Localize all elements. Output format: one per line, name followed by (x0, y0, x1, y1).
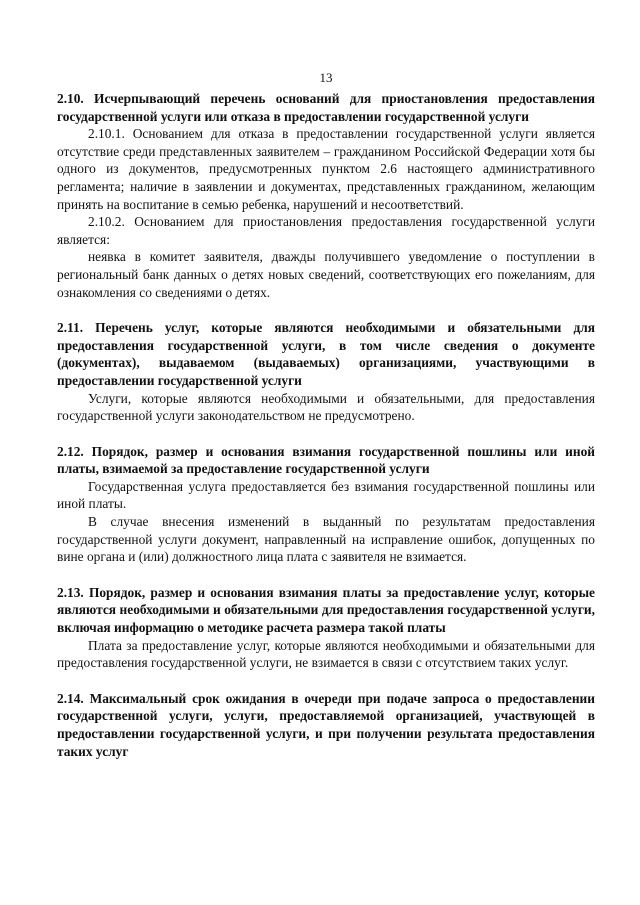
section-heading: 2.13. Порядок, размер и основания взимания платы за предоставление услуг, которые являются необходимыми и обязательными для предоставления государственной услуги, включая информацию о методике расчета размера такой платы (57, 584, 595, 636)
section-heading: 2.10. Исчерпывающий перечень оснований для приостановления предоставления государственной услуги или отказа в предоставлении государственной услуги (57, 91, 595, 124)
section-2-13 (57, 584, 595, 672)
document-page (57, 70, 595, 760)
section-spacer (57, 301, 595, 319)
section-heading: 2.11. Перечень услуг, которые являются необходимыми и обязательными для предоставления государственной услуги, в том числе сведения о документе (документах), выдаваемом (выдаваемых) организациями, участвующими в предоставлении государственной услуги (57, 320, 595, 388)
paragraph: 2.10.1. Основанием для отказа в предоставлении государственной услуги является отсутствие среди представленных заявителем – гражданином Российской Федерации хотя бы одного из документов, предусмотренных пунктом 2.6 настоящего административного регламента; наличие в заявлении и документах, представленных гражданином, желающим принять на воспитание в семью ребенка, нарушений и несоответствий. (57, 126, 595, 212)
paragraph: Услуги, которые являются необходимыми и обязательными, для предоставления государственной услуги законодательством не предусмотрено. (57, 390, 595, 424)
paragraph: Государственная услуга предоставляется без взимания государственной пошлины или иной платы. (57, 478, 595, 512)
section-heading: 2.12. Порядок, размер и основания взимания государственной пошлины или иной платы, взимаемой за предоставление государственной услуги (57, 443, 595, 477)
paragraph: 2.10.2. Основанием для приостановления предоставления государственной услуги является: (57, 214, 595, 247)
page-number: 13 (319, 70, 333, 85)
paragraph: неявка в комитет заявителя, дважды получившего уведомление о поступлении в региональный банк данных о детях новых сведений, соответствующих его пожеланиям, для ознакомления со сведениями о детях. (57, 249, 595, 300)
section-spacer (57, 425, 595, 443)
section-spacer (57, 672, 595, 690)
section-2-11 (57, 319, 595, 425)
section-2-14 (57, 690, 595, 760)
section-2-12 (57, 443, 595, 566)
section-2-10 (57, 90, 595, 301)
section-heading: 2.14. Максимальный срок ожидания в очереди при подаче запроса о предоставлении государственной услуги, услуги, предоставляемой организацией, участвующей в предоставлении государственной услуги, и при получении результата предоставления таких услуг (57, 690, 595, 759)
paragraph: Плата за предоставление услуг, которые являются необходимыми и обязательными для предоставления государственной услуги, не взимается в связи с отсутствием таких услуг. (57, 637, 595, 671)
paragraph: В случае внесения изменений в выданный по результатам предоставления государственной услуги документ, направленный на исправление ошибок, допущенных по вине органа и (или) должностного лица плата с заявителя не взимается. (57, 514, 595, 565)
section-spacer (57, 566, 595, 584)
